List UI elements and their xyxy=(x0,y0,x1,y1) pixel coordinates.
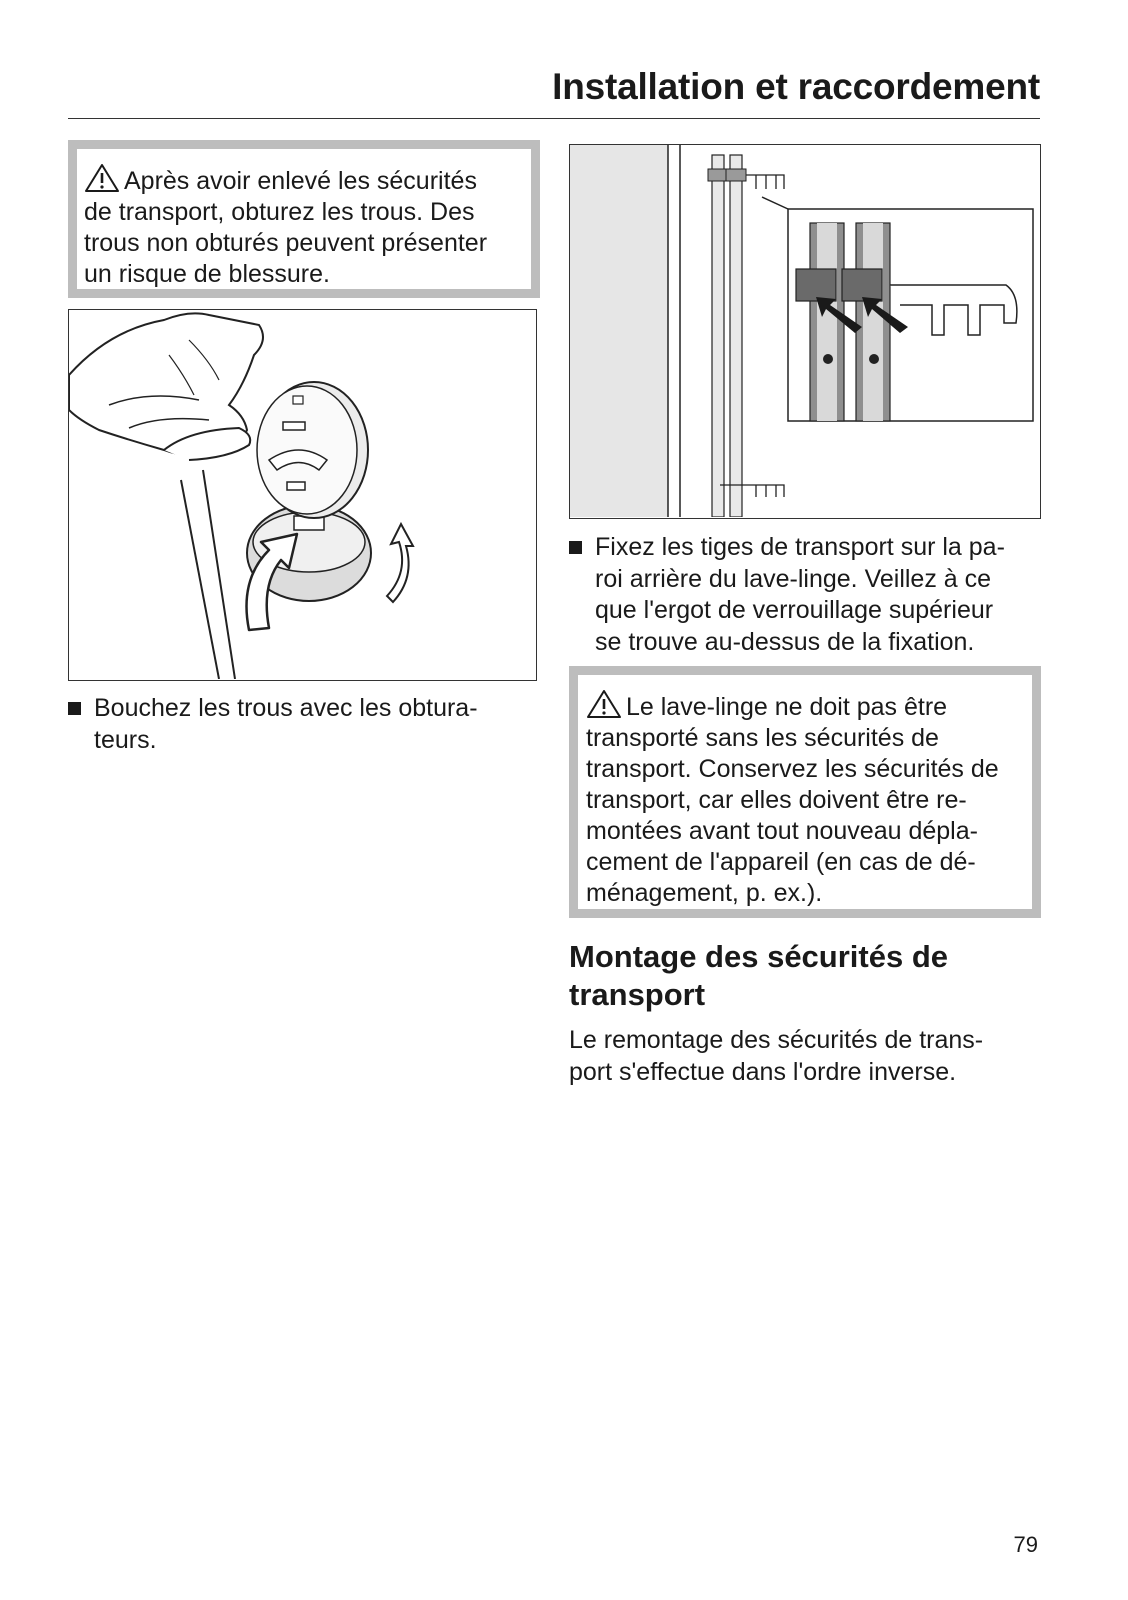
bullet2-line-4: se trouve au-dessus de la fixation. xyxy=(595,627,975,656)
warning-triangle-icon xyxy=(586,689,622,719)
warning2-line-2: transporté sans les sécurités de xyxy=(586,724,939,752)
warning1-line-2: de transport, obturez les trous. Des xyxy=(84,198,475,226)
section-heading-line-2: transport xyxy=(569,977,706,1012)
warning2-line-7: ménagement, p. ex.). xyxy=(586,879,823,907)
bullet-square-icon xyxy=(68,702,81,715)
warning-triangle-icon xyxy=(84,163,120,193)
warning2-line-6: cement de l'appareil (en cas de dé- xyxy=(586,848,976,876)
warning2-line-1: Le lave-linge ne doit pas être xyxy=(626,693,948,721)
illustration-transport-rods-rear-wall xyxy=(569,144,1041,519)
bullet1-line-2: teurs. xyxy=(94,725,157,754)
illustration-insert-hole-plug xyxy=(68,309,537,681)
warning-box-hole-plugs xyxy=(68,140,540,298)
warning1-line-4: un risque de blessure. xyxy=(84,260,330,288)
header-divider xyxy=(68,118,1040,119)
section-body-line-1: Le remontage des sécurités de trans- xyxy=(569,1026,984,1054)
warning1-line-3: trous non obturés peuvent présenter xyxy=(84,229,488,257)
warning2-line-4: transport, car elles doivent être re- xyxy=(586,786,967,814)
instruction-plug-holes xyxy=(68,693,528,756)
section-body-line-2: port s'effectue dans l'ordre inverse. xyxy=(569,1057,957,1086)
section-heading-line-1: Montage des sécurités de xyxy=(569,939,949,974)
warning2-line-3: transport. Conservez les sécurités de xyxy=(586,755,999,783)
instruction-fix-transport-rods xyxy=(569,532,1039,658)
bullet2-line-1: Fixez les tiges de transport sur la pa- xyxy=(595,533,1005,561)
section-body xyxy=(569,1025,1039,1088)
warning-box-transport-safety xyxy=(569,666,1041,918)
bullet2-line-2: roi arrière du lave-linge. Veillez à ce xyxy=(595,564,992,593)
bullet-square-icon xyxy=(569,541,582,554)
page-header-title: Installation et raccordement xyxy=(552,66,1040,107)
bullet2-line-3: que l'ergot de verrouillage supérieur xyxy=(595,596,994,624)
section-heading xyxy=(569,938,1039,1014)
page-number: 79 xyxy=(1013,1532,1038,1557)
bullet1-line-1: Bouchez les trous avec les obtura- xyxy=(94,694,478,722)
warning2-line-5: montées avant tout nouveau dépla- xyxy=(586,817,978,845)
warning1-line-1: Après avoir enlevé les sécurités xyxy=(124,167,477,195)
